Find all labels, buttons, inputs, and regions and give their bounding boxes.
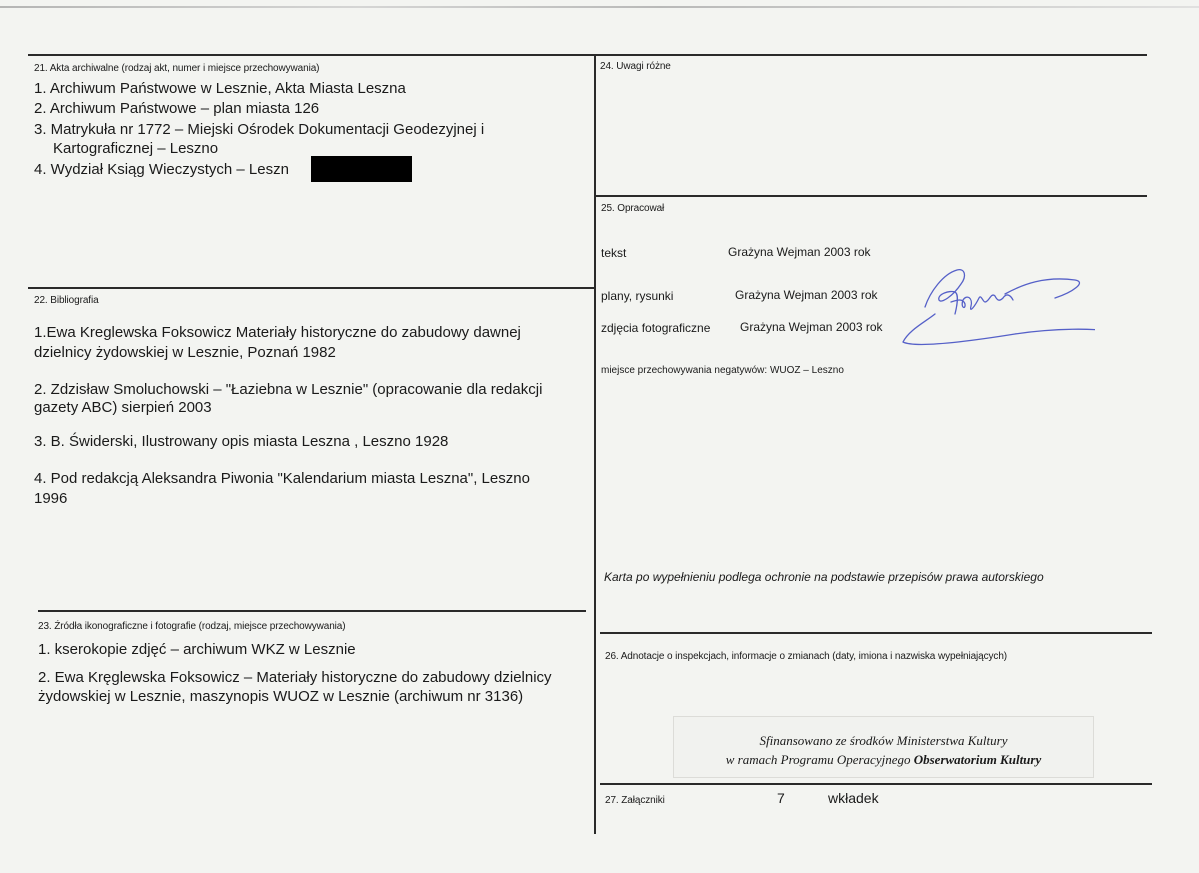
author-text-value: Grażyna Wejman 2003 rok <box>728 245 871 259</box>
copyright-note: Karta po wypełnieniu podlega ochronie na podstawie przepisów prawa autorskiego <box>604 570 1044 584</box>
bibliography-item-1: 1.Ewa Kreglewska Foksowicz Materiały historyczne do zabudowy dawnej <box>34 324 521 341</box>
attachments-count: 7 <box>777 790 785 806</box>
rule-23-top <box>38 610 586 612</box>
bibliography-item-2-cont: gazety ABC) sierpień 2003 <box>34 399 212 416</box>
bibliography-item-3: 3. B. Świderski, Ilustrowany opis miasta Leszna , Leszno 1928 <box>34 433 449 450</box>
rule-27-top <box>600 783 1152 785</box>
rule-top <box>28 54 1147 56</box>
author-plans-value: Grażyna Wejman 2003 rok <box>735 288 878 302</box>
redaction-block <box>311 156 412 182</box>
section-21-label: 21. Akta archiwalne (rodzaj akt, numer i miejsce przechowywania) <box>34 63 320 74</box>
section-24-label: 24. Uwagi różne <box>600 61 671 72</box>
rule-22-top <box>28 287 596 289</box>
negatives-storage: miejsce przechowywania negatywów: WUOZ – Leszno <box>601 365 844 376</box>
iconography-item-2-cont: żydowskiej w Lesznie, maszynopis WUOZ w Lesznie (archiwum nr 3136) <box>38 688 524 705</box>
rule-center <box>594 54 596 834</box>
section-22-label: 22. Bibliografia <box>34 295 99 306</box>
bibliography-item-4: 4. Pod redakcją Aleksandra Piwonia "Kalendarium miasta Leszna", Leszno <box>34 470 530 487</box>
section-23-label: 23. Źródła ikonograficzne i fotografie (rodzaj, miejsce przechowywania) <box>38 621 346 632</box>
attachments-unit: wkładek <box>828 790 879 806</box>
rule-25-top <box>596 195 1147 197</box>
archive-item-3: 3. Matrykuła nr 1772 – Miejski Ośrodek Dokumentacji Geodezyjnej i <box>34 121 485 138</box>
archive-item-2: 2. Archiwum Państwowe – plan miasta 126 <box>34 100 320 117</box>
archive-item-4: 4. Wydział Ksiąg Wieczystych – Leszn <box>34 161 289 178</box>
author-plans-key: plany, rysunki <box>601 289 674 303</box>
iconography-item-2: 2. Ewa Kręglewska Foksowicz – Materiały historyczne do zabudowy dzielnicy <box>38 669 552 686</box>
bibliography-item-2: 2. Zdzisław Smoluchowski – "Łaziebna w Lesznie" (opracowanie dla redakcji <box>34 381 543 398</box>
bibliography-item-4-cont: 1996 <box>34 490 68 507</box>
section-27-label: 27. Załączniki <box>605 795 665 806</box>
sponsor-line-1: Sfinansowano ze środków Ministerstwa Kultury <box>759 733 1008 748</box>
signature <box>895 262 1095 357</box>
iconography-item-1: 1. kserokopie zdjęć – archiwum WKZ w Lesznie <box>38 641 356 658</box>
bibliography-item-1-cont: dzielnicy żydowskiej w Lesznie, Poznań 1982 <box>34 344 336 361</box>
archive-item-1: 1. Archiwum Państwowe w Lesznie, Akta Miasta Leszna <box>34 80 406 97</box>
author-photos-key: zdjęcia fotograficzne <box>601 321 711 335</box>
rule-26-top <box>600 632 1152 634</box>
section-26-label: 26. Adnotacje o inspekcjach, informacje o zmianach (daty, imiona i nazwiska wypełniających) <box>605 651 1008 662</box>
author-photos-value: Grażyna Wejman 2003 rok <box>740 320 883 334</box>
archive-item-3-cont: Kartograficznej – Leszno <box>53 140 219 157</box>
sponsor-program-name: Obserwatorium Kultury <box>913 752 1042 767</box>
sponsor-line-2 <box>674 750 1093 769</box>
sponsor-line-2-prefix: w ramach Programu Operacyjnego <box>725 752 914 767</box>
sponsor-box <box>673 716 1094 778</box>
author-text-key: tekst <box>601 246 627 260</box>
scan-top-streak <box>0 6 1199 8</box>
section-25-label: 25. Opracował <box>601 203 665 214</box>
